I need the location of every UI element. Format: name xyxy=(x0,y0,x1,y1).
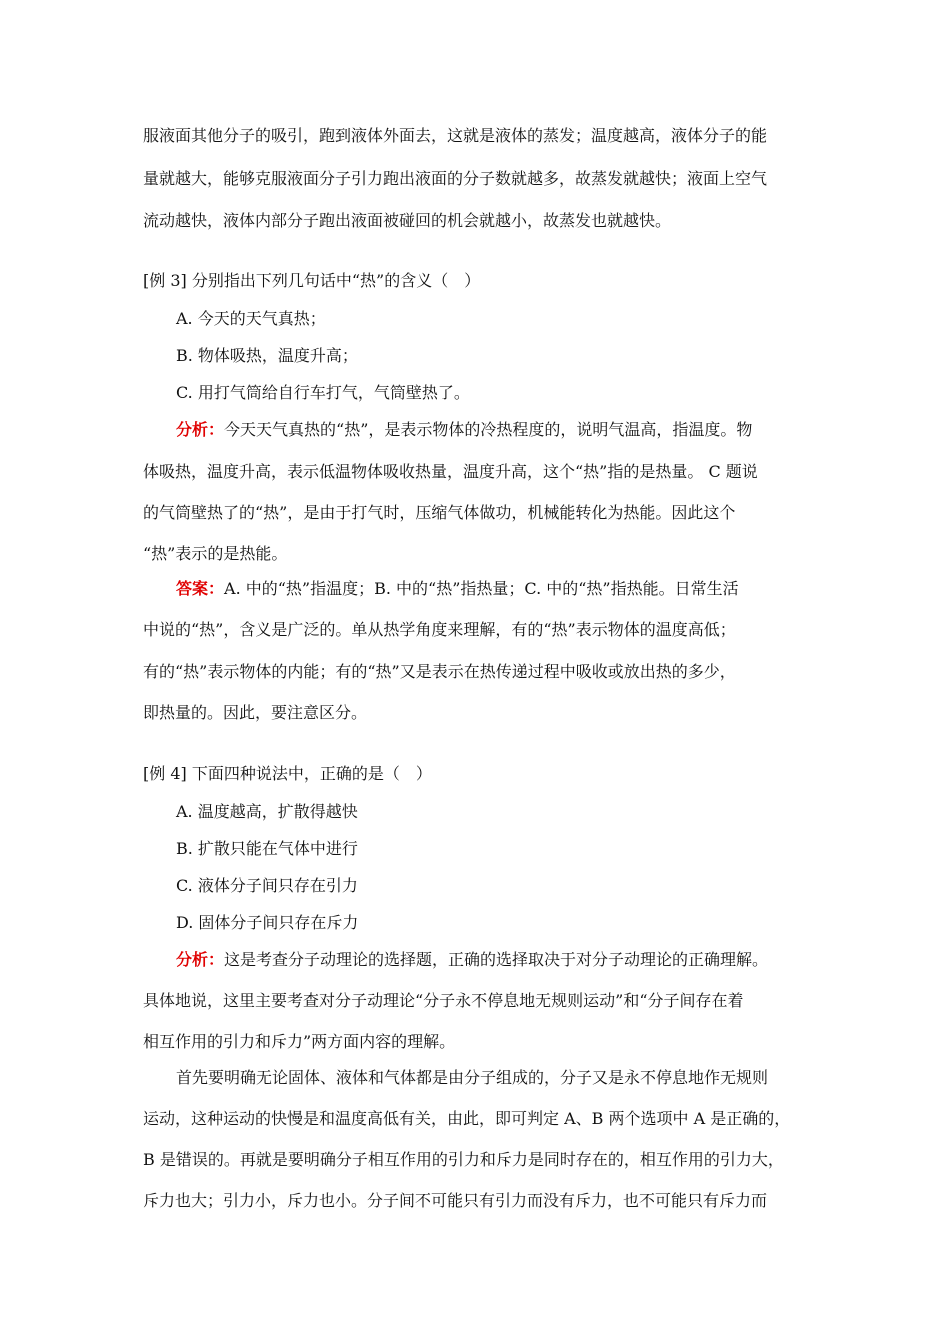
example4-question: [例 4] 下面四种说法中，正确的是（ ） xyxy=(143,764,432,783)
example4-paragraph-line: 斥力也大；引力小，斥力也小。分子间不可能只有引力而没有斥力，也不可能只有斥力而 xyxy=(143,1191,768,1210)
example4-analysis-line: 相互作用的引力和斥力”两方面内容的理解。 xyxy=(143,1032,456,1051)
analysis-label: 分析： xyxy=(176,950,225,969)
intro-line: 量就越大，能够克服液面分子引力跑出液面的分子数就越多，故蒸发就越快；液面上空气 xyxy=(143,169,768,188)
analysis-label: 分析： xyxy=(176,420,225,439)
example4-paragraph-line: 运动，这种运动的快慢是和温度高低有关，由此，即可判定 A、B 两个选项中 A 是正确的， xyxy=(143,1109,791,1128)
example3-answer-line: 中说的“热”，含义是广泛的。单从热学角度来理解，有的“热”表示物体的温度高低； xyxy=(143,620,736,639)
example4-paragraph-first-line: 首先要明确无论固体、液体和气体都是由分子组成的，分子又是永不停息地作无规则 xyxy=(176,1068,769,1087)
example4-analysis-line: 具体地说，这里主要考查对分子动理论“分子永不停息地无规则运动”和“分子间存在着 xyxy=(143,991,744,1010)
example3-analysis-line: 体吸热，温度升高，表示低温物体吸收热量，温度升高，这个“热”指的是热量。 C 题说 xyxy=(143,462,758,481)
example3-answer-first-line xyxy=(176,579,739,599)
analysis-text: 今天天气真热的“热”，是表示物体的冷热程度的，说明气温高，指温度。物 xyxy=(224,420,753,439)
example4-option-d: D. 固体分子间只存在斥力 xyxy=(176,913,359,932)
example4-paragraph-line: B 是错误的。再就是要明确分子相互作用的引力和斥力是同时存在的，相互作用的引力大， xyxy=(143,1150,784,1169)
intro-line: 流动越快，液体内部分子跑出液面被碰回的机会就越小，故蒸发也就越快。 xyxy=(143,211,672,230)
analysis-text: 这是考查分子动理论的选择题，正确的选择取决于对分子动理论的正确理解。 xyxy=(224,950,769,969)
example4-option-b: B. 扩散只能在气体中进行 xyxy=(176,839,358,858)
example3-analysis-line: “热”表示的是热能。 xyxy=(143,544,288,563)
example3-option-c: C. 用打气筒给自行车打气，气筒壁热了。 xyxy=(176,383,470,402)
answer-text: A. 中的“热”指温度；B. 中的“热”指热量；C. 中的“热”指热能。日常生活 xyxy=(224,579,739,598)
intro-line: 服液面其他分子的吸引，跑到液体外面去，这就是液体的蒸发；温度越高，液体分子的能 xyxy=(143,126,768,145)
answer-label: 答案： xyxy=(176,579,225,598)
example3-analysis-line: 的气筒壁热了的“热”，是由于打气时，压缩气体做功，机械能转化为热能。因此这个 xyxy=(143,503,736,522)
example4-option-c: C. 液体分子间只存在引力 xyxy=(176,876,358,895)
example3-answer-line: 即热量的。因此，要注意区分。 xyxy=(143,703,368,722)
example3-question: [例 3] 分别指出下列几句话中“热”的含义（ ） xyxy=(143,271,481,290)
example3-answer-line: 有的“热”表示物体的内能；有的“热”又是表示在热传递过程中吸收或放出热的多少， xyxy=(143,662,736,681)
example3-option-a: A. 今天的天气真热； xyxy=(176,309,326,328)
example4-option-a: A. 温度越高，扩散得越快 xyxy=(176,802,358,821)
example3-analysis-first-line xyxy=(176,420,752,440)
example4-analysis-first-line xyxy=(176,950,768,970)
example3-option-b: B. 物体吸热，温度升高； xyxy=(176,346,358,365)
